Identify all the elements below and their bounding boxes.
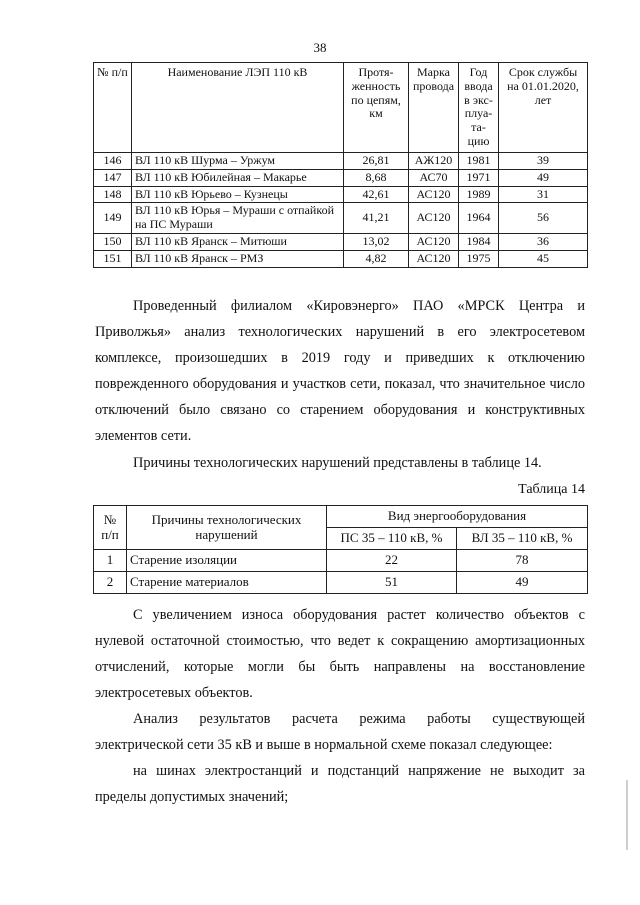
- power-lines-table: [93, 62, 588, 268]
- paragraph-table-ref: Причины технологических нарушений представлены в таблице 14.: [133, 455, 542, 471]
- row-wire: АС120: [409, 203, 459, 234]
- row-year: 1971: [459, 169, 499, 186]
- row-num: 146: [94, 153, 132, 170]
- row-service: 36: [499, 233, 588, 250]
- table-row: [94, 169, 588, 186]
- row-name: ВЛ 110 кВ Шурма – Уржум: [132, 153, 344, 170]
- row-cause: Старение изоляции: [127, 550, 327, 572]
- row-num: 148: [94, 186, 132, 203]
- row-service: 49: [499, 169, 588, 186]
- row-wire: АС70: [409, 169, 459, 186]
- row-service: 31: [499, 186, 588, 203]
- row-year: 1975: [459, 250, 499, 267]
- row-num: 1: [94, 550, 127, 572]
- header-cause: Причины технологических нарушений: [127, 506, 327, 550]
- header-num: № п/п: [94, 506, 127, 550]
- header-service: Срок службы на 01.01.2020, лет: [499, 63, 588, 153]
- row-length: 4,82: [344, 250, 409, 267]
- paragraph-depreciation: С увеличением износа оборудования растет количество объектов с нулевой остаточной стоимостью, что ведет к сокращению амортизационных отчислений, которые могли бы быть направлены на восстановление электросетевых объектов.: [95, 607, 585, 701]
- row-num: 147: [94, 169, 132, 186]
- paragraph-mode-analysis: Анализ результатов расчета режима работы существующей электрической сети 35 кВ и выше в нормальной схеме показал следующее:: [95, 711, 585, 753]
- row-name: ВЛ 110 кВ Яранск – Митюши: [132, 233, 344, 250]
- failure-causes-table: [93, 505, 588, 594]
- row-year: 1981: [459, 153, 499, 170]
- row-wire: АС120: [409, 233, 459, 250]
- row-name: ВЛ 110 кВ Юрьево – Кузнецы: [132, 186, 344, 203]
- row-wire: АЖ120: [409, 153, 459, 170]
- row-length: 13,02: [344, 233, 409, 250]
- row-ps: 51: [327, 572, 457, 594]
- row-name: ВЛ 110 кВ Юбилейная – Макарье: [132, 169, 344, 186]
- row-year: 1989: [459, 186, 499, 203]
- table-row: [94, 550, 588, 572]
- table-row: [94, 203, 588, 234]
- header-wire: Марка провода: [409, 63, 459, 153]
- row-cause: Старение материалов: [127, 572, 327, 594]
- header-name: Наименование ЛЭП 110 кВ: [132, 63, 344, 153]
- row-name: ВЛ 110 кВ Юрья – Мураши с отпайкой на ПС Мураши: [132, 203, 344, 234]
- row-wire: АС120: [409, 186, 459, 203]
- paragraph-voltage: на шинах электростанций и подстанций напряжение не выходит за пределы допустимых значений;: [95, 763, 585, 805]
- row-year: 1964: [459, 203, 499, 234]
- header-vl: ВЛ 35 – 110 кВ, %: [457, 528, 588, 550]
- header-year: Год ввода в экс-плуа-та-цию: [459, 63, 499, 153]
- header-equipment-type: Вид энергооборудования: [327, 506, 588, 528]
- row-service: 45: [499, 250, 588, 267]
- row-num: 151: [94, 250, 132, 267]
- row-length: 41,21: [344, 203, 409, 234]
- table-caption: Таблица 14: [518, 482, 585, 497]
- header-num: № п/п: [94, 63, 132, 153]
- row-service: 39: [499, 153, 588, 170]
- table-row: [94, 186, 588, 203]
- row-num: 2: [94, 572, 127, 594]
- row-year: 1984: [459, 233, 499, 250]
- table-row: [94, 250, 588, 267]
- row-vl: 49: [457, 572, 588, 594]
- row-service: 56: [499, 203, 588, 234]
- table-row: [94, 572, 588, 594]
- table-header-row: [94, 63, 588, 153]
- row-num: 150: [94, 233, 132, 250]
- row-num: 149: [94, 203, 132, 234]
- row-name: ВЛ 110 кВ Яранск – РМЗ: [132, 250, 344, 267]
- row-length: 26,81: [344, 153, 409, 170]
- page-number: 38: [313, 40, 327, 55]
- row-ps: 22: [327, 550, 457, 572]
- row-length: 8,68: [344, 169, 409, 186]
- row-length: 42,61: [344, 186, 409, 203]
- table-row: [94, 153, 588, 170]
- header-ps: ПС 35 – 110 кВ, %: [327, 528, 457, 550]
- header-length: Протя-женность по цепям, км: [344, 63, 409, 153]
- row-wire: АС120: [409, 250, 459, 267]
- paragraph-analysis: Проведенный филиалом «Кировэнерго» ПАО «МРСК Центра и Приволжья» анализ технологических нарушений в его электросетевом комплексе, произошедших в 2019 году и приведших к отключению поврежденного оборудования и участков сети, показал, что значительное число отключений было связано со старением оборудования и конструктивных элементов сети.: [95, 298, 585, 444]
- table-row: [94, 233, 588, 250]
- scan-edge-mark: [626, 780, 628, 850]
- row-vl: 78: [457, 550, 588, 572]
